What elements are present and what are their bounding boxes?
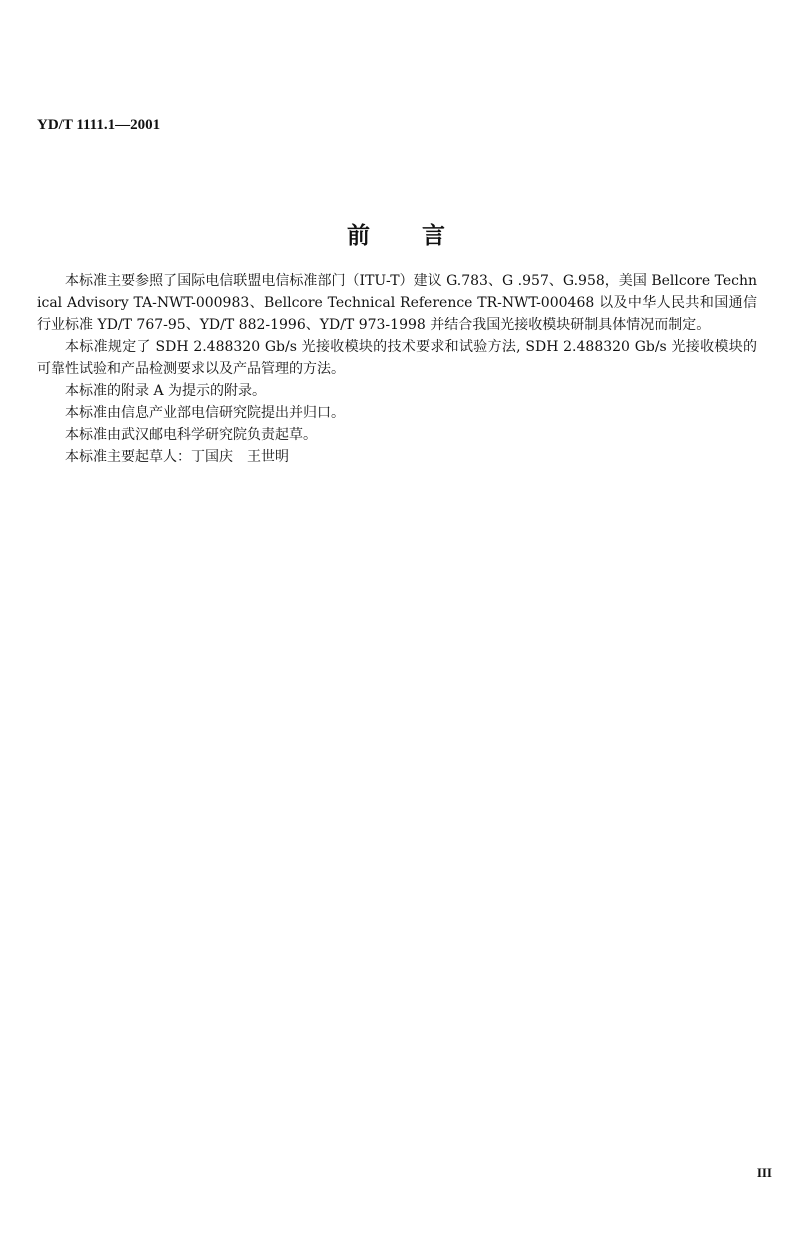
foreword-paragraph-appendix: 本标准的附录 A 为提示的附录。	[65, 383, 267, 399]
foreword-paragraph-scope: 本标准规定了 SDH 2.488320 Gb/s 光接收模块的技术要求和试验方法, SDH 2.488320 Gb/s 光接收模块的可靠性试验和产品检测要求以及产品管理的方法。	[37, 339, 757, 377]
page-title	[0, 217, 792, 250]
foreword-paragraph-references: 本标准主要参照了国际电信联盟电信标准部门（ITU-T）建议 G.783、G .957、G.958，美国 Bellcore Technical Advisory TA-NWT-000983、Bellcore Technical Reference TR-NWT-000468 以及中华人民共和国通信行业标准 YD/T 767-95、YD/T 882-1996、YD/T 973-1998 并结合我国光接收模块研制具体情况而制定。	[37, 273, 757, 333]
title-part-2: 言	[422, 223, 445, 249]
standard-code: YD/T 1111.1—2001	[37, 117, 161, 133]
foreword-body	[37, 270, 757, 468]
foreword-paragraph-drafter: 本标准由武汉邮电科学研究院负责起草。	[65, 427, 317, 443]
page-number: III	[756, 1165, 772, 1180]
foreword-paragraph-proposer: 本标准由信息产业部电信研究院提出并归口。	[65, 405, 345, 421]
title-part-1: 前	[347, 223, 370, 249]
foreword-paragraph-authors: 本标准主要起草人：丁国庆 王世明	[65, 449, 289, 465]
